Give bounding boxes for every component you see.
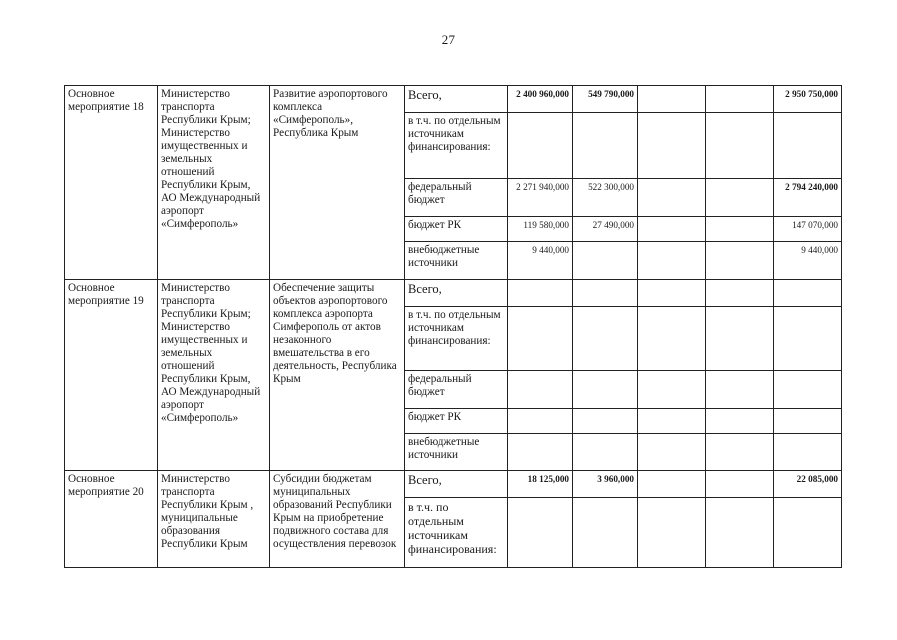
value-cell: [573, 409, 638, 434]
total-cell: 22 085,000: [774, 471, 842, 498]
value-cell: [638, 409, 706, 434]
description-cell: Развитие аэропортового комплекса «Симферополь», Республика Крым: [270, 86, 405, 280]
value-cell: [638, 434, 706, 471]
total-cell: [774, 409, 842, 434]
value-cell: [573, 498, 638, 568]
source-cell: в т.ч. по отдельным источникам финансирования:: [405, 307, 508, 371]
description-cell: Обеспечение защиты объектов аэропортового комплекса аэропорта Симферополь от актов незаконного вмешательства в его деятельность, Республика Крым: [270, 280, 405, 471]
total-cell: 9 440,000: [774, 242, 842, 280]
value-cell: [706, 217, 774, 242]
value-cell: [638, 371, 706, 409]
value-cell: [706, 471, 774, 498]
executors-cell: Министерство транспорта Республики Крым; Министерство имущественных и земельных отношений Республики Крым, АО Международный аэропорт «Симферополь»: [158, 86, 270, 280]
value-cell: [573, 280, 638, 307]
value-cell: [508, 113, 573, 179]
value-cell: [573, 371, 638, 409]
value-cell: [508, 434, 573, 471]
value-cell: [706, 434, 774, 471]
total-cell: [774, 498, 842, 568]
source-cell: в т.ч. по отдельным источникам финансирования:: [405, 113, 508, 179]
value-cell: [638, 217, 706, 242]
total-cell: 147 070,000: [774, 217, 842, 242]
total-cell: 2 950 750,000: [774, 86, 842, 113]
source-cell: в т.ч. по отдельным источникам финансирования:: [405, 498, 508, 568]
measure-cell: Основное мероприятие 20: [65, 471, 158, 568]
value-cell: [638, 280, 706, 307]
value-cell: [706, 86, 774, 113]
value-cell: 549 790,000: [573, 86, 638, 113]
table-row: [65, 471, 842, 498]
value-cell: [508, 307, 573, 371]
value-cell: [706, 280, 774, 307]
total-cell: [774, 434, 842, 471]
value-cell: [706, 242, 774, 280]
value-cell: 2 400 960,000: [508, 86, 573, 113]
measure-cell: Основное мероприятие 18: [65, 86, 158, 280]
value-cell: 2 271 940,000: [508, 179, 573, 217]
source-cell: Всего,: [405, 471, 508, 498]
value-cell: [508, 409, 573, 434]
value-cell: [638, 86, 706, 113]
value-cell: [638, 471, 706, 498]
source-cell: федеральный бюджет: [405, 371, 508, 409]
value-cell: [706, 498, 774, 568]
value-cell: [573, 307, 638, 371]
value-cell: [508, 280, 573, 307]
total-cell: 2 794 240,000: [774, 179, 842, 217]
value-cell: 27 490,000: [573, 217, 638, 242]
source-cell: Всего,: [405, 280, 508, 307]
page-number: 27: [441, 32, 456, 47]
value-cell: 3 960,000: [573, 471, 638, 498]
executors-cell: Министерство транспорта Республики Крым , муниципальные образования Республики Крым: [158, 471, 270, 568]
measure-cell: Основное мероприятие 19: [65, 280, 158, 471]
value-cell: [508, 498, 573, 568]
description-cell: Субсидии бюджетам муниципальных образований Республики Крым на приобретение подвижного состава для осуществления перевозок: [270, 471, 405, 568]
value-cell: 522 300,000: [573, 179, 638, 217]
value-cell: 18 125,000: [508, 471, 573, 498]
value-cell: [638, 179, 706, 217]
value-cell: [573, 242, 638, 280]
value-cell: [706, 409, 774, 434]
source-cell: внебюджетные источники: [405, 242, 508, 280]
value-cell: [573, 434, 638, 471]
source-cell: бюджет РК: [405, 217, 508, 242]
source-cell: внебюджетные источники: [405, 434, 508, 471]
source-cell: федеральный бюджет: [405, 179, 508, 217]
total-cell: [774, 113, 842, 179]
value-cell: 9 440,000: [508, 242, 573, 280]
funding-table: [64, 85, 842, 568]
table-row: [65, 280, 842, 307]
total-cell: [774, 280, 842, 307]
table-row: [65, 86, 842, 113]
value-cell: [706, 371, 774, 409]
value-cell: [638, 242, 706, 280]
executors-cell: Министерство транспорта Республики Крым; Министерство имущественных и земельных отношений Республики Крым, АО Международный аэропорт «Симферополь»: [158, 280, 270, 471]
value-cell: [706, 113, 774, 179]
value-cell: 119 580,000: [508, 217, 573, 242]
source-cell: бюджет РК: [405, 409, 508, 434]
value-cell: [573, 113, 638, 179]
value-cell: [706, 179, 774, 217]
value-cell: [706, 307, 774, 371]
total-cell: [774, 307, 842, 371]
value-cell: [508, 371, 573, 409]
total-cell: [774, 371, 842, 409]
value-cell: [638, 498, 706, 568]
source-cell: Всего,: [405, 86, 508, 113]
value-cell: [638, 113, 706, 179]
value-cell: [638, 307, 706, 371]
